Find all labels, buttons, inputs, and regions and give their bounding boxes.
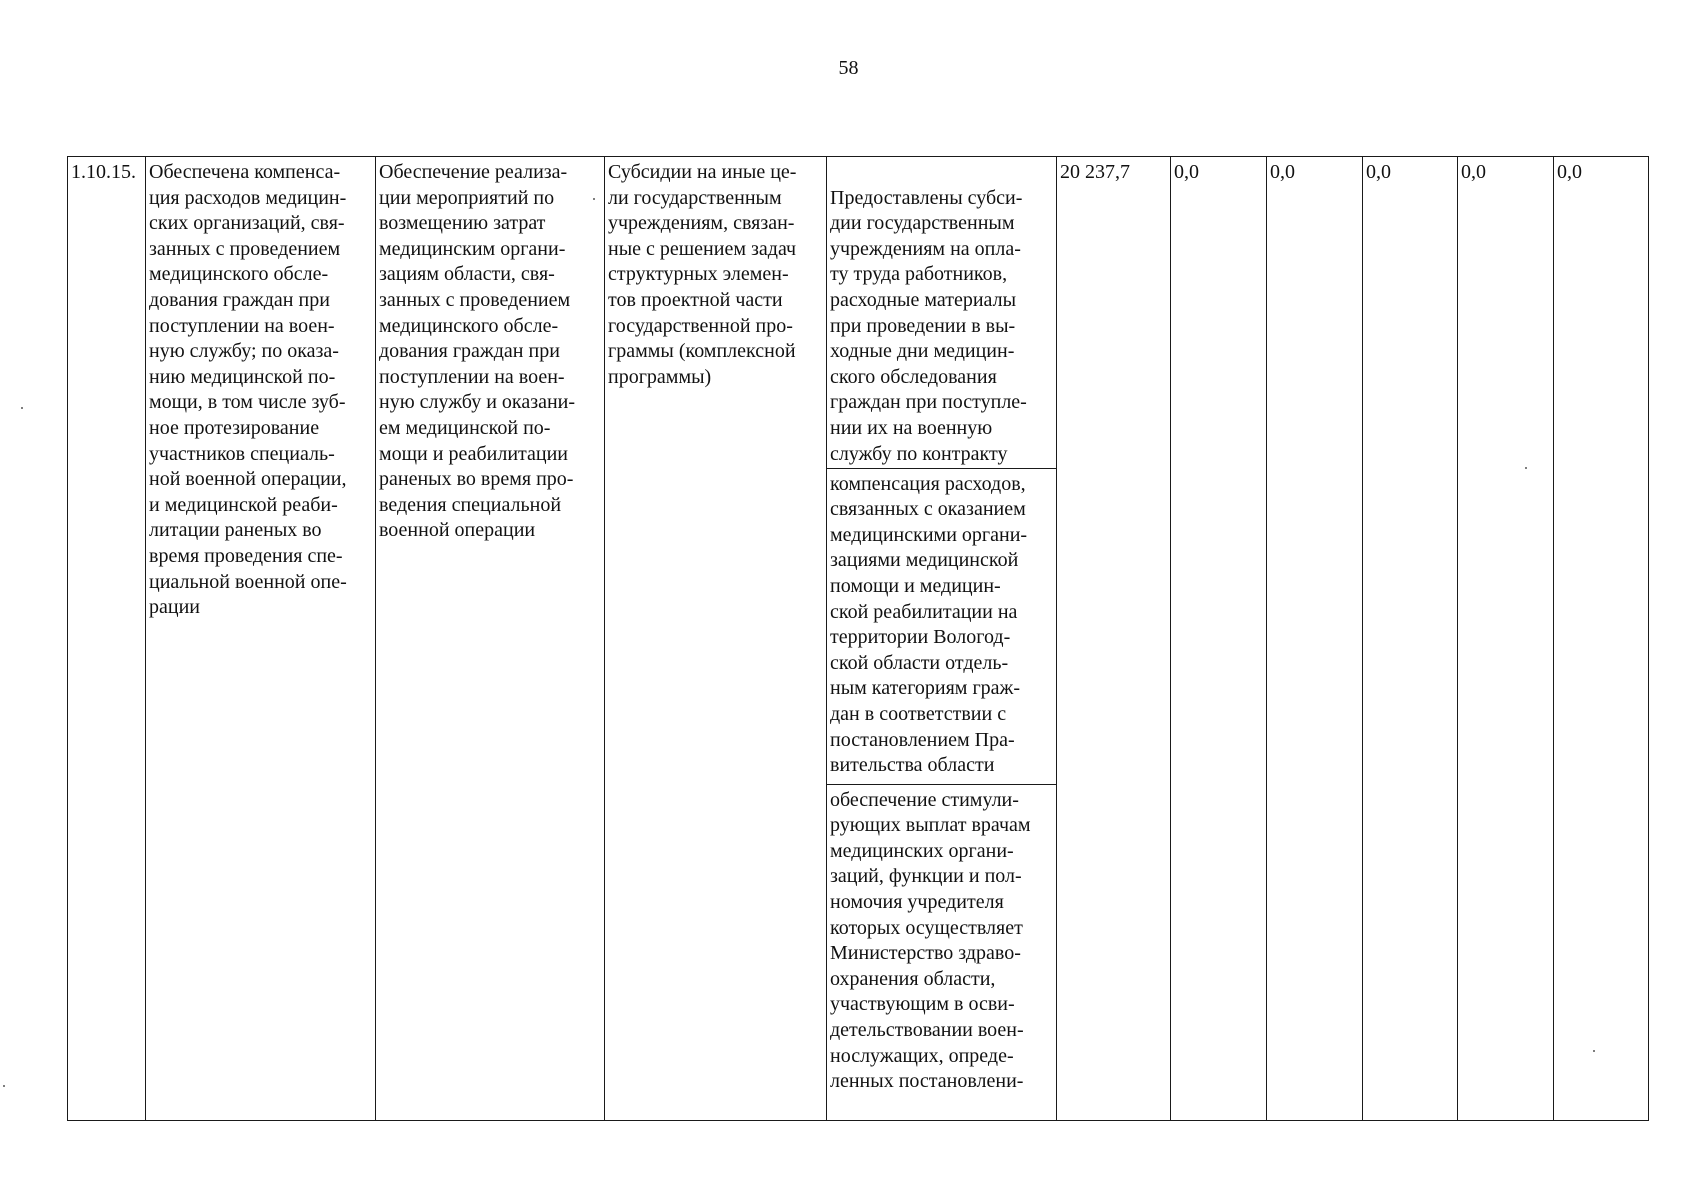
row-number-cell: 1.10.15. — [68, 157, 146, 1121]
amount-cell: 0,0 — [1363, 157, 1458, 1121]
scan-speck — [1593, 1050, 1595, 1052]
amount-cell: 0,0 — [1458, 157, 1554, 1121]
amount-cell: 0,0 — [1554, 157, 1649, 1121]
task-cell: Обеспечена компенса- ция расходов медицин- ских организаций, свя- занных с проведением медицинского обсле- дования граждан при поступлении на воен- ную службу; по оказа- нию медицинской по- мощи, в том числе зуб- ное протезирование участников специаль- ной военной операции, и медицинской реаби- литации раненых во время проведения спе- циальной военной опе- рации — [146, 157, 376, 1121]
result-item: компенсация расходов, связанных с оказанием медицинскими органи- зациями медицинской помощи и медицин- ской реабилитации на территории Вологод- ской области отдель- ным категориям граж- дан в соответствии с постановлением Пра- вительства области — [827, 469, 1056, 785]
page-number: 58 — [838, 57, 859, 79]
amount-cell-total: 20 237,7 — [1057, 157, 1171, 1121]
scan-speck — [21, 407, 23, 409]
mechanism-cell: Субсидии на иные це- ли государственным учреждениям, связан- ные с решением задач структурных элемен- тов проектной части государственной про- граммы (комплексной программы) — [605, 157, 827, 1121]
scan-speck — [1525, 467, 1527, 469]
measure-cell: Обеспечение реализа- ции мероприятий по возмещению затрат медицинским органи- зациям области, свя- занных с проведением медицинского обсле- дования граждан при поступлении на воен- ную службу и оказани- ем медицинской по- мощи и реабилитации раненых во время про- ведения специальной военной операции — [376, 157, 605, 1121]
table-row — [68, 157, 1649, 1121]
result-item: Предоставлены субси- дии государственным учреждениям на опла- ту труда работников, расходные материалы при проведении в вы- ходные дни медицин- ского обследования граждан при поступле- нии их на военную службу по контракту — [827, 183, 1056, 469]
scan-speck — [593, 198, 595, 200]
results-cell — [827, 157, 1057, 1121]
document-table — [67, 156, 1649, 1121]
result-item: обеспечение стимули- рующих выплат врачам медицинских органи- заций, функции и пол- номочия учредителя которых осуществляет Министерство здраво- охранения области, участвующим в осви- детельствовании воен- нослужащих, опреде- ленных постановлени- — [830, 788, 1031, 1093]
amount-cell: 0,0 — [1267, 157, 1363, 1121]
amount-cell: 0,0 — [1171, 157, 1267, 1121]
scan-speck — [3, 1085, 5, 1087]
